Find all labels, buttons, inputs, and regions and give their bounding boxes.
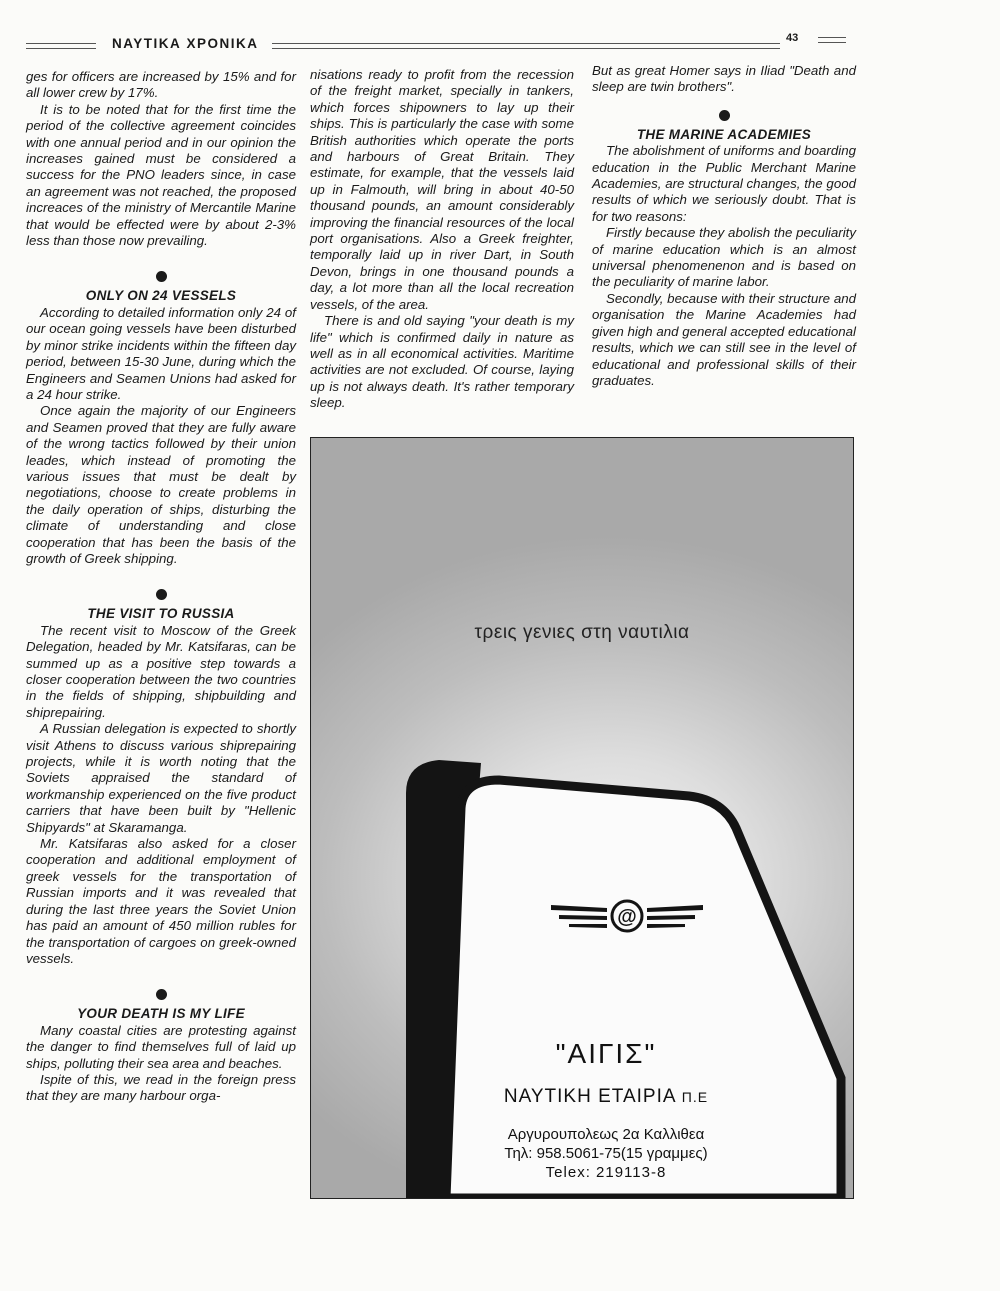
paragraph: Secondly, because with their structure and organisation the Marine Academies had given high and general accepted educational results, which we can still see in the level of educational and professional skills of their graduates. bbox=[592, 290, 856, 388]
paragraph: A Russian delegation is expected to shortly visit Athens to discuss various shiprepairing projects, while it is worth noting that the Soviets appraised the standard of workmanship experienced on the five product carriers that have been built by "Hellenic Shipyards" at Skaramanga. bbox=[26, 721, 296, 835]
magazine-title: ΝΑΥΤΙΚΑ ΧΡΟΝΙΚΑ bbox=[112, 36, 259, 51]
ad-sail-graphic bbox=[311, 438, 853, 1198]
paragraph: ges for officers are increased by 15% and for all lower crew by 17%. bbox=[26, 69, 296, 101]
paragraph: Ispite of this, we read in the foreign press that they are many harbour orga- bbox=[26, 1071, 296, 1104]
section-bullet bbox=[156, 271, 167, 282]
paragraph: The abolishment of uniforms and boarding education in the Public Merchant Marine Academies, are structural changes, the good results of which we seriously doubt. That is for two reasons: bbox=[592, 143, 856, 224]
header-rule-middle bbox=[272, 43, 780, 49]
column-3 bbox=[592, 63, 856, 389]
page-header bbox=[0, 34, 1000, 58]
paragraph: nisations ready to profit from the recession of the freight market, specially in tankers, which forces shipowners to lay up their ships. This is particularly the case with some British authorities which operate the ports and harbours of Great Britain. They estimate, for example, that the vessels laid up in Falmouth, will bring in about 40-50 thousand pounds, an amount considerably improving the financial resources of the local port organisations. Also a Greek freighter, temporally laid up in river Dart, in South Devon, brings in one thousand pounds a day, a lot more than all the local recreation vessels, of the area. bbox=[310, 67, 574, 312]
section-heading: THE VISIT TO RUSSIA bbox=[87, 606, 235, 622]
column-1 bbox=[26, 69, 296, 1105]
paragraph: Many coastal cities are protesting against the danger to find themselves full of laid up ships, polluting their sea area and beaches. bbox=[26, 1022, 296, 1071]
logo-mark: @ bbox=[617, 906, 637, 928]
paragraph: Mr. Katsifaras also asked for a closer cooperation and additional employment of greek vessels for the transportation of Russian imports and it was revealed that during the last three years the Soviet Union has paid an amount of 450 million rubles for the transportation of cargoes on greek-owned vessels. bbox=[26, 836, 296, 966]
ad-company-name: "ΑΙΓΙΣ" bbox=[555, 1038, 657, 1069]
aigis-advertisement bbox=[310, 437, 854, 1199]
paragraph: According to detailed information only 24 of our ocean going vessels have been disturbed by minor strike incidents within the fifteen day period, between 15-30 June, during which the Engineers and Seamen Unions had asked for a 24 hour strike. bbox=[26, 304, 296, 402]
ad-company-line bbox=[386, 1086, 826, 1108]
column-2 bbox=[310, 67, 574, 412]
header-rule-left bbox=[26, 43, 96, 49]
paragraph: But as great Homer says in Iliad "Death and sleep are twin brothers". bbox=[592, 63, 856, 95]
paragraph: There is and old saying "your death is my life" which is confirmed daily in nature as well as in all economical activities. Maritime activities are not excluded. Of course, laying up is not always death. It's rather temporary sleep. bbox=[310, 313, 574, 411]
ad-address: Αργυρουπολεως 2α Καλλιθεα bbox=[507, 1126, 705, 1143]
section-heading: ONLY ON 24 VESSELS bbox=[85, 288, 237, 304]
section-heading: THE MARINE ACADEMIES bbox=[636, 126, 812, 142]
paragraph: The recent visit to Moscow of the Greek Delegation, headed by Mr. Katsifaras, can be summed up as a positive step towards a closer cooperation between the two countries in the fields of shipping, shipbuilding and shiprepairing. bbox=[26, 622, 296, 720]
ad-telex: Telex: 219113-8 bbox=[545, 1164, 667, 1181]
paragraph: Firstly because they abolish the peculiarity of marine education which is an almost universal phenomenenon and is based on the peculiarity of marine labor. bbox=[592, 225, 856, 290]
ad-company-type: ΝΑΥΤΙΚΗ ΕΤΑΙΡΙΑ bbox=[503, 1086, 676, 1107]
ad-slogan: τρεις γενιες στη ναυτιλια bbox=[474, 622, 690, 643]
page-number: 43 bbox=[786, 32, 799, 44]
header-rule-right bbox=[818, 37, 846, 43]
section-bullet bbox=[719, 110, 730, 121]
section-bullet bbox=[156, 989, 167, 1000]
section-heading: YOUR DEATH IS MY LIFE bbox=[77, 1006, 245, 1022]
paragraph: Once again the majority of our Engineers and Seamen proved that they are fully aware of the wrong tactics followed by their union leades, which instead of promoting the various issues that must be dealt by negotiations, choose to create problems in the daily operation of ships, disturbing the climate of understanding and close cooperation that has been the basis of the growth of Greek shipping. bbox=[26, 403, 296, 566]
paragraph: It is to be noted that for the first time the period of the collective agreement coincides with one annual period and in our opinion the increases gained must be considered a success for the PNO leaders since, in case an agreement was not reached, the proposed increaces of the ministry of Mercantile Marine that would be effected were by about 2-3% less than those now prevailing. bbox=[26, 101, 296, 249]
section-bullet bbox=[156, 589, 167, 600]
ad-company-suffix: Π.Ε bbox=[681, 1089, 709, 1105]
ad-phone: Τηλ: 958.5061-75(15 γραμμες) bbox=[504, 1145, 708, 1162]
